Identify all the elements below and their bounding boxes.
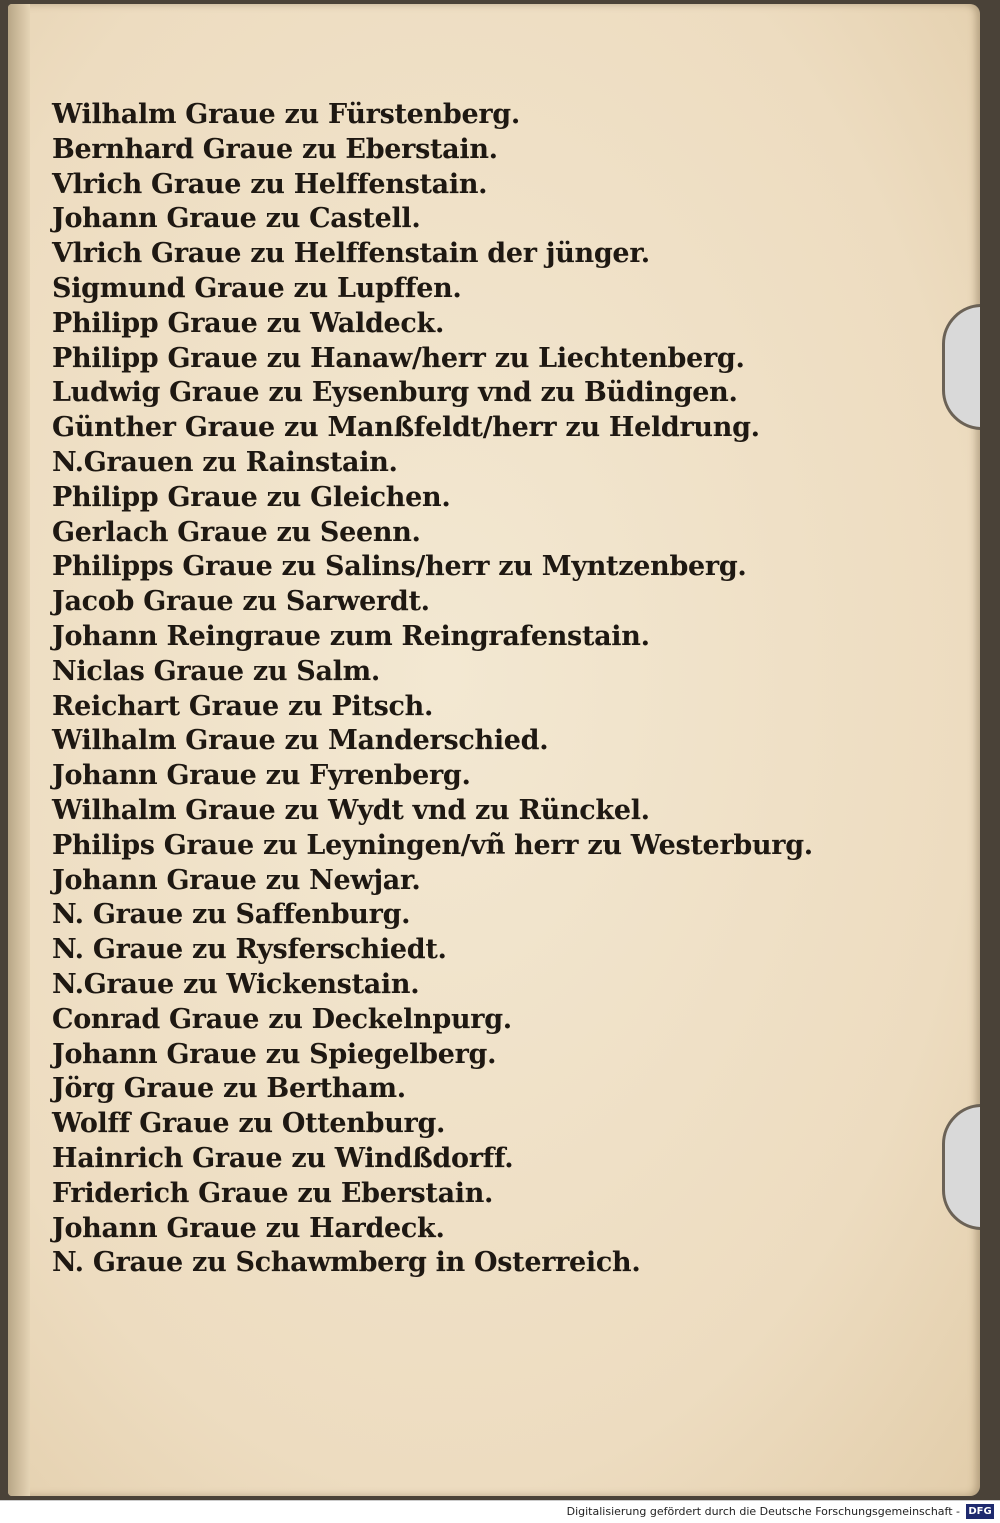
text-line: Gerlach Graue zu Seenn. <box>52 516 421 548</box>
text-line: Philipp Graue zu Hanaw/herr zu Liechtenberg. <box>52 342 745 374</box>
text-line: Jörg Graue zu Bertham. <box>52 1073 406 1105</box>
text-line: Vlrich Graue zu Helffenstain der jünger. <box>52 238 650 270</box>
text-line: Philipp Graue zu Gleichen. <box>52 481 451 513</box>
text-line: Wilhalm Graue zu Manderschied. <box>52 725 549 757</box>
text-line: Reichart Graue zu Pitsch. <box>52 690 434 722</box>
text-line: Johann Graue zu Fyrenberg. <box>52 760 471 792</box>
text-line: Sigmund Graue zu Lupffen. <box>52 272 462 304</box>
text-line: Johann Graue zu Castell. <box>52 203 421 235</box>
text-line: Vlrich Graue zu Helffenstain. <box>52 168 488 200</box>
text-line: Wilhalm Graue zu Fürstenberg. <box>52 99 520 130</box>
name-list <box>52 98 832 1281</box>
text-line: Jacob Graue zu Sarwerdt. <box>52 586 430 618</box>
text-line: Günther Graue zu Manßfeldt/herr zu Heldrung. <box>52 412 760 444</box>
text-line: Johann Graue zu Newjar. <box>52 864 421 896</box>
footer-credit: Digitalisierung gefördert durch die Deutsche Forschungsgemeinschaft - <box>566 1505 960 1518</box>
text-line: Ludwig Graue zu Eysenburg vnd zu Büdingen. <box>52 377 738 409</box>
text-line: N.Graue zu Wickenstain. <box>52 968 420 1000</box>
text-line: Johann Graue zu Spiegelberg. <box>52 1038 497 1070</box>
text-line: Philipp Graue zu Waldeck. <box>52 307 445 339</box>
text-line: Philips Graue zu Leyningen/vñ herr zu Westerburg. <box>52 829 813 861</box>
page-clip-bottom <box>942 1104 980 1230</box>
text-line: Friderich Graue zu Eberstain. <box>52 1177 494 1209</box>
text-line: Bernhard Graue zu Eberstain. <box>52 133 498 165</box>
text-line: N. Graue zu Schawmberg in Osterreich. <box>52 1247 641 1279</box>
text-line: Johann Graue zu Hardeck. <box>52 1212 445 1244</box>
dfg-logo: DFG <box>966 1504 994 1519</box>
text-line: N. Graue zu Rysferschiedt. <box>52 934 447 966</box>
text-line: Johann Reingraue zum Reingrafenstain. <box>52 620 650 652</box>
digitization-footer <box>0 1500 1000 1523</box>
text-line: Philipps Graue zu Salins/herr zu Myntzenberg. <box>52 551 747 583</box>
text-line: Conrad Graue zu Deckelnpurg. <box>52 1003 512 1035</box>
text-line: Hainrich Graue zu Windßdorff. <box>52 1142 514 1174</box>
text-line: Niclas Graue zu Salm. <box>52 655 380 687</box>
page-clip-top <box>942 304 980 430</box>
page-gutter <box>8 4 30 1496</box>
text-line: Wilhalm Graue zu Wydt vnd zu Rünckel. <box>52 794 650 826</box>
text-line: N. Graue zu Saffenburg. <box>52 899 411 931</box>
text-line: Wolff Graue zu Ottenburg. <box>52 1108 446 1140</box>
text-line: N.Grauen zu Rainstain. <box>52 446 398 478</box>
